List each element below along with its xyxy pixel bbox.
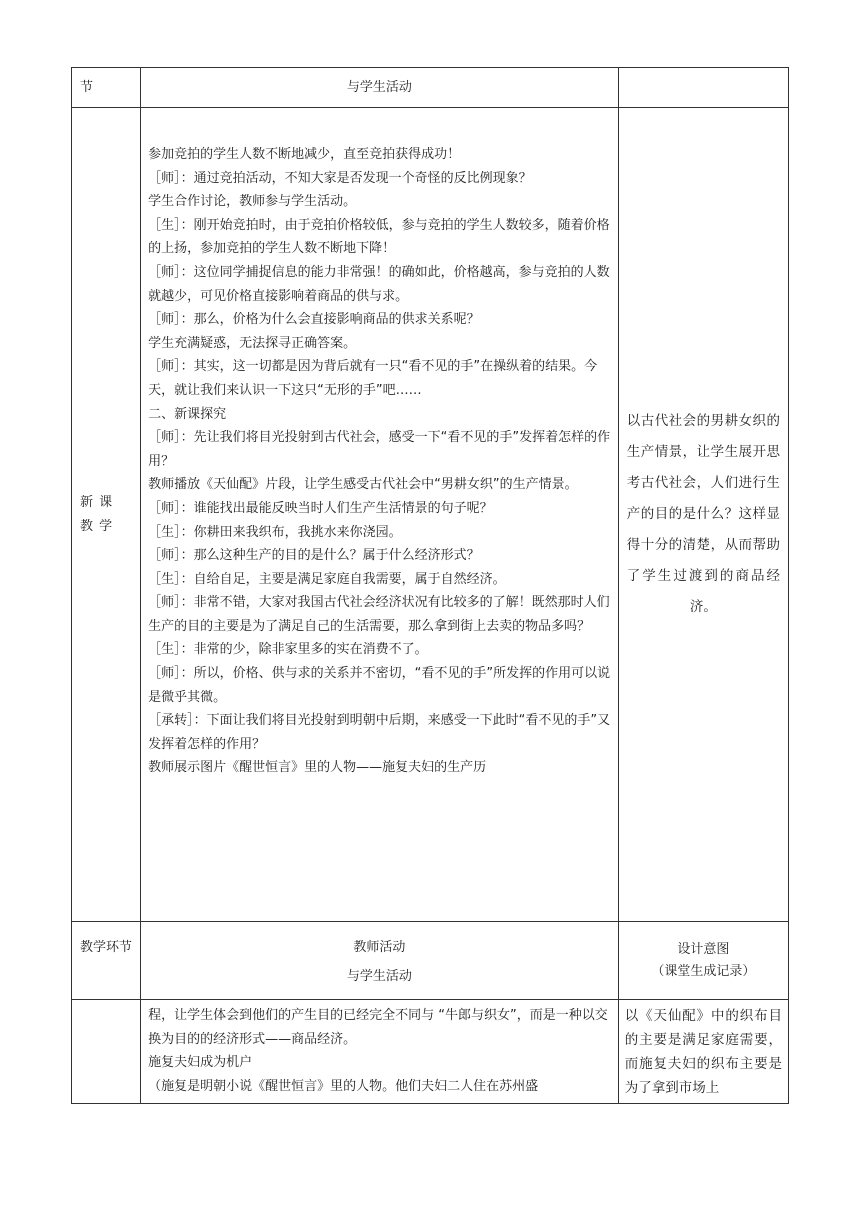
top-header-col2-text: 与学生活动 xyxy=(346,80,412,95)
mid-header-col3-line2: （课堂生成记录） xyxy=(651,963,756,979)
section1-row xyxy=(72,108,789,922)
section1-content xyxy=(141,108,618,780)
content-line: ［承转］：下面让我们将目光投射到明朝中后期，来感受一下此时“看不见的手”又发挥着怎样的作用？ xyxy=(148,713,611,752)
content-line: ［师］：所以，价格、供与求的关系并不密切，“看不见的手”所发挥的作用可以说是微乎其微。 xyxy=(148,666,611,705)
content-line: ［生］：自给自足，主要是满足家庭自我需要，属于自然经济。 xyxy=(148,571,506,587)
section2-content xyxy=(141,1000,618,1098)
section1-note-cell xyxy=(618,108,788,922)
section2-label-cell xyxy=(72,1000,141,1104)
content-line: ［生］：刚开始竞拍时，由于竞拍价格较低，参与竞拍的学生人数较多，随着价格的上扬，参加竞拍的学生人数不断地下降！ xyxy=(148,217,610,257)
mid-header-col1 xyxy=(72,922,141,1000)
section1-design-note: 以古代社会的男耕女织的生产情景，让学生展开思考古代社会，人们进行生产的目的是什么？这样显得十分的清楚，从而帮助了学生过渡到的商品经济。 xyxy=(626,413,780,615)
section1-label: 新 课 教 学 xyxy=(80,494,114,534)
content-line: 学生合作讨论，教师参与学生活动。 xyxy=(148,194,357,210)
content-line: 教师展示图片《醒世恒言》里的人物——施复夫妇的生产历 xyxy=(148,760,487,776)
mid-header-col1-text: 教学环节 xyxy=(80,940,133,955)
top-header-col3 xyxy=(618,68,788,108)
section2-row xyxy=(72,1000,789,1104)
content-line: ［生］：你耕田来我织布，我挑水来你浇园。 xyxy=(148,524,402,540)
top-header-col1-text: 节 xyxy=(80,80,94,95)
content-line: ［师］：那么这种生产的目的是什么？属于什么经济形式？ xyxy=(148,548,480,564)
section2-content-cell xyxy=(141,1000,619,1104)
content-line: ［师］：其实，这一切都是因为背后就有一只“看不见的手”在操纵着的结果。今天，就让我们来认识一下这只“无形的手”吧…… xyxy=(148,359,598,398)
content-line: ［师］：通过竞拍活动，不知大家是否发现一个奇怪的反比例现象？ xyxy=(148,170,532,186)
mid-header-col2-line2: 与学生活动 xyxy=(346,969,412,984)
mid-header-col2-line1: 教师活动 xyxy=(353,940,406,955)
content-line: （施复是明朝小说《醒世恒言》里的人物。他们夫妇二人住在苏州盛 xyxy=(148,1078,539,1094)
section2-note-cell xyxy=(618,1000,788,1104)
mid-header-col3-line1: 设计意图 xyxy=(677,941,730,957)
content-line: ［师］：先让我们将目光投射到古代社会，感受一下“看不见的手”发挥着怎样的作用？ xyxy=(148,430,611,469)
section1-content-cell xyxy=(141,108,619,922)
content-line: ［师］：非常不错，大家对我国古代社会经济状况有比较多的了解！既然那时人们生产的目的主要是为了满足自己的生活需要，那么拿到街上去卖的物品多吗？ xyxy=(148,595,610,634)
content-line: 教师播放《天仙配》片段，让学生感受古代社会中“男耕女织”的生产情景。 xyxy=(148,477,578,493)
content-line: 学生充满疑惑，无法探寻正确答案。 xyxy=(148,335,357,351)
content-line: 二、新课探究 xyxy=(148,406,227,422)
content-line: 参加竞拍的学生人数不断地减少，直至竞拍获得成功！ xyxy=(148,147,461,162)
mid-header-col3 xyxy=(618,922,788,1000)
mid-header-col2 xyxy=(141,922,619,1000)
content-line: ［师］：那么，价格为什么会直接影响商品的供求关系呢？ xyxy=(148,312,480,328)
top-header-col1 xyxy=(72,68,141,108)
mid-header-row xyxy=(72,922,789,1000)
top-header-row xyxy=(72,68,789,108)
content-line: ［生］：非常的少，除非家里多的实在消费不了。 xyxy=(148,642,428,658)
content-line: ［师］：这位同学捕捉信息的能力非常强！的确如此，价格越高，参与竞拍的人数就越少，可见价格直接影响着商品的供与求。 xyxy=(148,264,610,304)
section2-design-note: 以《天仙配》中的织布目的主要是满足家庭需要，而施复夫妇的织布主要是为了拿到市场上 xyxy=(624,1008,782,1096)
content-line: 程，让学生体会到他们的产生目的已经完全不同与 “牛郎与织女”，而是一种以交换为目的的经济形式——商品经济。 xyxy=(148,1008,608,1047)
section1-label-cell xyxy=(72,108,141,922)
content-line: 施复夫妇成为机户 xyxy=(148,1055,253,1071)
content-line: ［师］：谁能找出最能反映当时人们生产生活情景的句子呢？ xyxy=(148,500,493,516)
lesson-plan-table xyxy=(71,67,789,1104)
top-header-col2 xyxy=(141,68,619,108)
